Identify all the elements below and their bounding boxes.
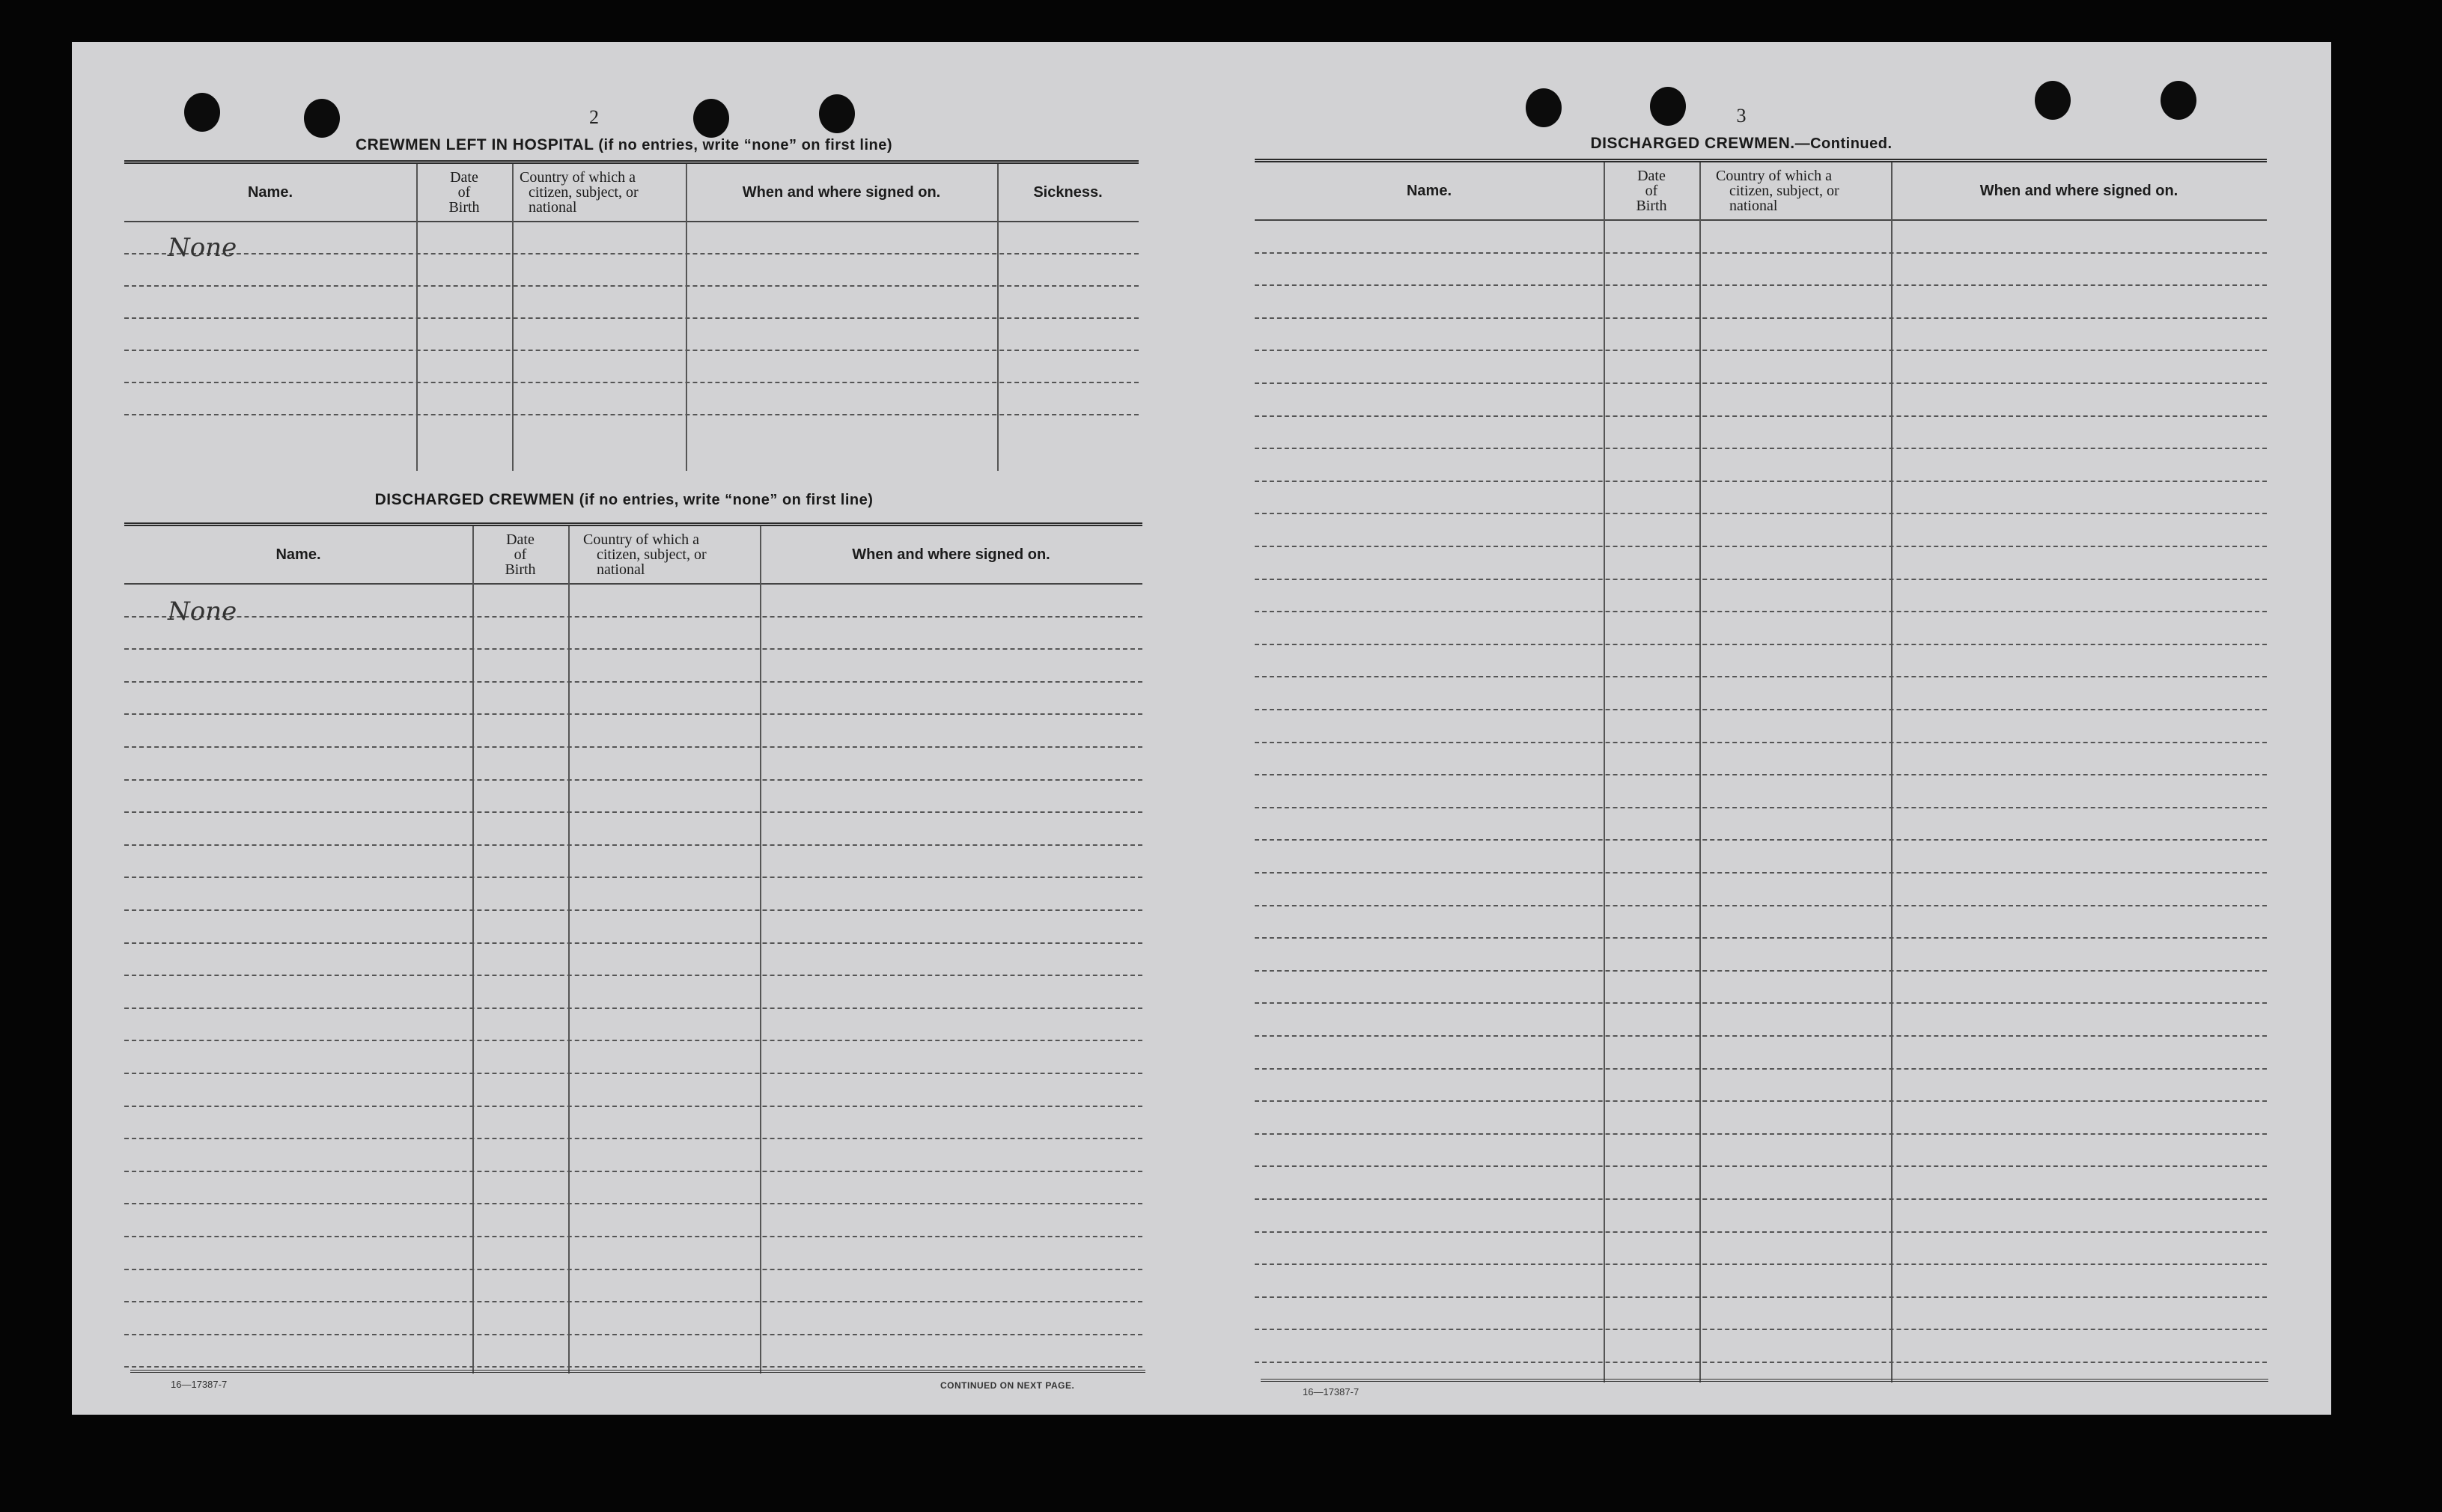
table-row [124,1008,1142,1009]
header-line: Country of which a [1716,168,1832,184]
table-row [1255,1198,2267,1200]
page-number: 3 [1736,105,1747,126]
table-header [1255,162,2267,221]
table-header [124,526,1142,585]
discharged-table-left [124,522,1142,1374]
document-sheet [72,42,2331,1415]
table-row [124,681,1142,683]
column-header-name: Name. [247,184,293,201]
table-row [124,779,1142,781]
table-row [1255,579,2267,580]
table-row [1255,937,2267,939]
table-row [1255,415,2267,417]
table-row [124,1269,1142,1270]
header-line: national [529,199,577,216]
header-line: Country of which a [583,531,699,548]
column-header-country [568,526,760,583]
column-header-date-of-birth [472,526,568,583]
section-title-text: CREWMEN LEFT IN HOSPITAL [355,136,594,153]
continued-note: CONTINUED ON NEXT PAGE. [940,1380,1075,1391]
section-title-hospital [79,136,1169,154]
table-header [124,164,1139,222]
table-row [1255,1362,2267,1363]
table-row [1255,481,2267,482]
table-row [1255,970,2267,972]
table-row [124,877,1142,878]
handwritten-entry: None [168,597,237,627]
section-title-discharged [79,491,1169,509]
column-header-name: Name. [275,546,321,563]
table-row [1255,284,2267,286]
table-row [1255,1165,2267,1167]
table-row [1255,905,2267,906]
handwritten-entry: None [168,233,237,263]
header-line: of [514,546,527,563]
table-row [124,942,1142,944]
table-row [1255,1035,2267,1037]
table-row [1255,1100,2267,1102]
table-row [124,844,1142,846]
table-row [1255,513,2267,514]
table-row [124,811,1142,813]
table-row [1255,742,2267,743]
bottom-rule [130,1370,1145,1373]
column-header-sickness: Sickness. [1033,184,1103,201]
table-row [124,1366,1142,1368]
header-line: Date [506,531,535,548]
header-line: Date [450,169,478,186]
table-row [124,1171,1142,1172]
table-row [124,1334,1142,1335]
column-header-date-of-birth [1604,162,1699,219]
table-row [1255,839,2267,841]
table-row [1255,774,2267,775]
header-line: citizen, subject, or [597,546,707,563]
table-row [1255,1296,2267,1298]
table-row [124,414,1139,415]
table-row [124,1236,1142,1237]
section-title-text: DISCHARGED CREWMEN. [1590,135,1795,152]
header-line: of [1645,183,1658,199]
table-row [1255,1231,2267,1233]
table-row [1255,676,2267,677]
left-page [124,42,1214,1415]
column-divider [472,526,474,1374]
form-number: 16—17387-7 [1303,1386,1359,1397]
table-row [124,1040,1142,1041]
table-row [1255,1329,2267,1330]
column-header-name: Name. [1406,183,1452,199]
column-header-country [1699,162,1891,219]
section-title-discharged-continued [1232,135,2250,153]
table-row [124,253,1139,254]
form-number: 16—17387-7 [171,1379,228,1390]
table-row [124,350,1139,351]
table-row [1255,448,2267,449]
header-line: Country of which a [520,169,636,186]
table-row [1255,252,2267,254]
column-header-country [512,164,686,221]
section-title-text: DISCHARGED CREWMEN [374,491,575,508]
column-header-date-of-birth [416,164,512,221]
discharged-table-right [1255,159,2267,1383]
section-title-note: (if no entries, write “none” on first line) [598,137,893,153]
table-row [1255,1263,2267,1265]
right-page [1255,42,2273,1415]
table-row [124,909,1142,911]
header-line: Date [1637,168,1666,184]
table-row [1255,872,2267,874]
header-line: national [597,561,645,578]
header-line: national [1729,198,1778,214]
table-row [124,1301,1142,1302]
table-row [124,285,1139,287]
table-row [124,1138,1142,1139]
header-line: Birth [448,199,480,216]
table-row [1255,1068,2267,1070]
header-line: Birth [1636,198,1667,214]
table-row [1255,546,2267,547]
hospital-table [124,160,1139,471]
page-number: 2 [589,106,599,128]
table-row [124,1106,1142,1107]
table-row [1255,350,2267,351]
table-row [124,713,1142,715]
header-line: citizen, subject, or [1729,183,1839,199]
column-divider [760,526,761,1374]
column-header-signed-on: When and where signed on. [852,546,1050,563]
table-row [124,975,1142,976]
table-row [1255,317,2267,319]
column-header-signed-on: When and where signed on. [1979,183,2178,199]
table-row [1255,611,2267,612]
section-title-note: (if no entries, write “none” on first line) [579,492,874,508]
table-row [1255,1002,2267,1004]
table-row [124,382,1139,383]
table-row [124,1203,1142,1204]
table-row [1255,1133,2267,1135]
section-title-note: —Continued. [1794,135,1893,152]
table-row [124,1073,1142,1074]
table-row [124,648,1142,650]
bottom-rule [1261,1379,2268,1382]
table-row [124,317,1139,319]
header-line: of [457,184,471,201]
table-row [1255,709,2267,710]
table-row [1255,644,2267,645]
table-row [124,746,1142,748]
table-row [1255,382,2267,384]
header-line: citizen, subject, or [529,184,639,201]
header-line: Birth [505,561,536,578]
table-row [1255,807,2267,808]
column-divider [568,526,570,1374]
column-header-signed-on: When and where signed on. [742,184,941,201]
table-row [124,616,1142,618]
